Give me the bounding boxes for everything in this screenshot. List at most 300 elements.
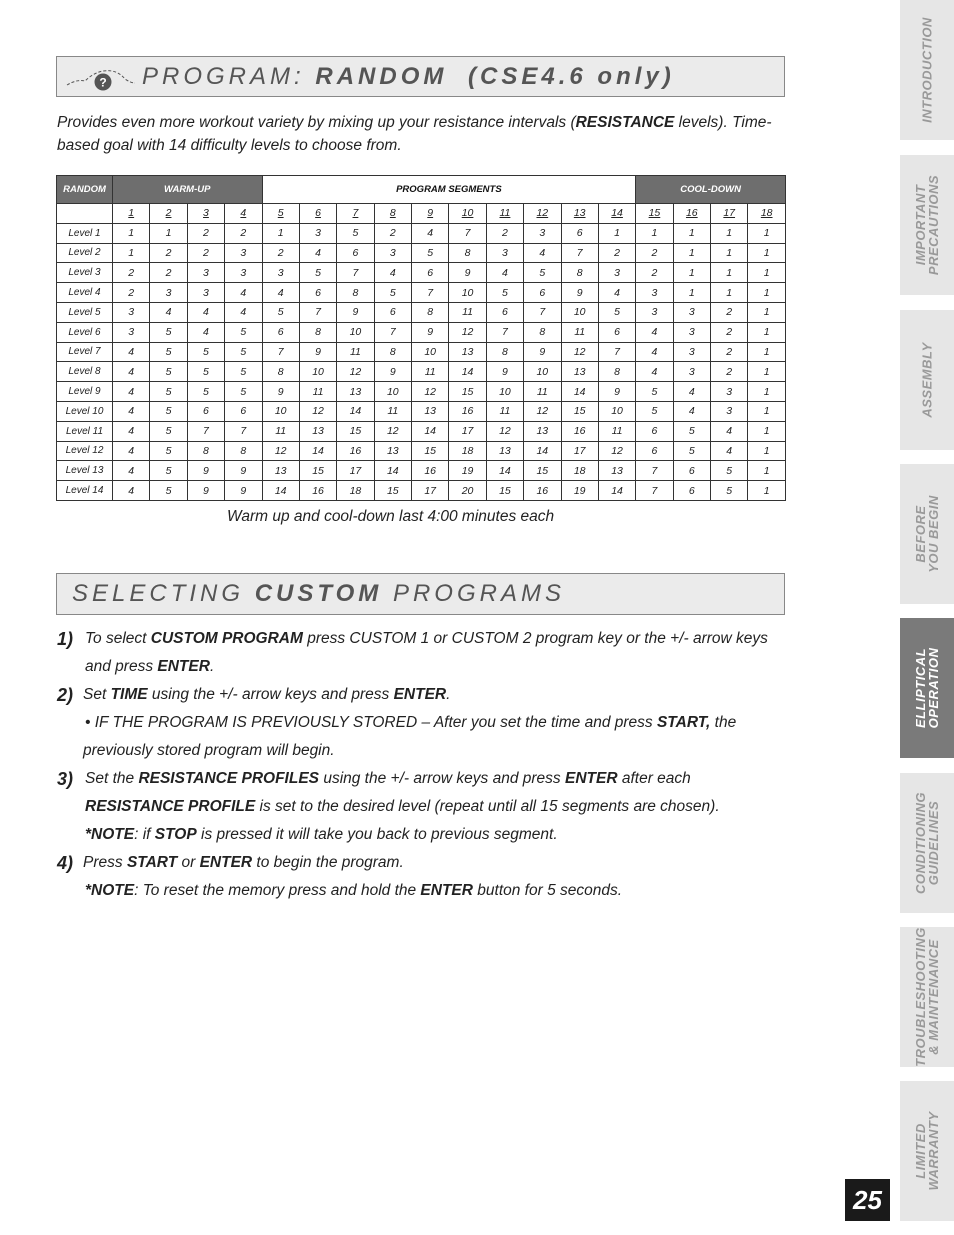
resistance-value: 5 bbox=[524, 263, 561, 283]
resistance-value: 4 bbox=[225, 283, 262, 303]
header-cooldown: COOL-DOWN bbox=[636, 176, 786, 204]
resistance-value: 4 bbox=[374, 263, 411, 283]
segment-number: 8 bbox=[374, 204, 411, 224]
resistance-value: 2 bbox=[374, 223, 411, 243]
section-title: SELECTING CUSTOM PROGRAMS bbox=[72, 580, 565, 607]
table-row bbox=[57, 481, 786, 501]
resistance-value: 4 bbox=[524, 243, 561, 263]
resistance-value: 10 bbox=[337, 322, 374, 342]
resistance-value: 15 bbox=[486, 481, 523, 501]
resistance-value: 4 bbox=[636, 322, 673, 342]
resistance-value: 6 bbox=[486, 302, 523, 322]
level-label: Level 8 bbox=[57, 362, 113, 382]
resistance-value: 4 bbox=[187, 322, 224, 342]
resistance-value: 1 bbox=[113, 243, 150, 263]
resistance-value: 3 bbox=[225, 243, 262, 263]
resistance-value: 1 bbox=[748, 401, 786, 421]
resistance-value: 4 bbox=[673, 401, 710, 421]
resistance-value: 13 bbox=[486, 441, 523, 461]
segment-number: 10 bbox=[449, 204, 486, 224]
resistance-value: 6 bbox=[337, 243, 374, 263]
resistance-value: 7 bbox=[449, 223, 486, 243]
resistance-value: 11 bbox=[337, 342, 374, 362]
resistance-value: 1 bbox=[748, 342, 786, 362]
resistance-value: 18 bbox=[449, 441, 486, 461]
resistance-value: 2 bbox=[187, 243, 224, 263]
resistance-value: 3 bbox=[524, 223, 561, 243]
resistance-value: 2 bbox=[150, 243, 187, 263]
level-label: Level 14 bbox=[57, 481, 113, 501]
segment-number: 13 bbox=[561, 204, 598, 224]
page-number: 25 bbox=[845, 1179, 890, 1221]
table-row bbox=[57, 461, 786, 481]
resistance-value: 8 bbox=[449, 243, 486, 263]
resistance-value: 17 bbox=[412, 481, 449, 501]
segment-number: 1 bbox=[113, 204, 150, 224]
resistance-value: 12 bbox=[412, 382, 449, 402]
resistance-value: 7 bbox=[225, 421, 262, 441]
resistance-value: 12 bbox=[449, 322, 486, 342]
resistance-value: 4 bbox=[150, 302, 187, 322]
resistance-value: 1 bbox=[748, 382, 786, 402]
resistance-value: 14 bbox=[486, 461, 523, 481]
resistance-value: 7 bbox=[598, 342, 635, 362]
resistance-value: 4 bbox=[113, 382, 150, 402]
tab-important-precautions[interactable]: IMPORTANT PRECAUTIONS bbox=[900, 155, 954, 295]
resistance-value: 4 bbox=[225, 302, 262, 322]
tab-before-you-begin[interactable]: BEFORE YOU BEGIN bbox=[900, 464, 954, 604]
segment-number: 7 bbox=[337, 204, 374, 224]
resistance-value: 1 bbox=[748, 263, 786, 283]
level-label: Level 9 bbox=[57, 382, 113, 402]
resistance-value: 11 bbox=[412, 362, 449, 382]
resistance-value: 9 bbox=[187, 461, 224, 481]
resistance-value: 19 bbox=[561, 481, 598, 501]
resistance-value: 6 bbox=[561, 223, 598, 243]
resistance-value: 3 bbox=[673, 362, 710, 382]
resistance-value: 1 bbox=[262, 223, 299, 243]
resistance-value: 10 bbox=[524, 362, 561, 382]
resistance-value: 4 bbox=[299, 243, 336, 263]
table-row bbox=[57, 441, 786, 461]
resistance-value: 7 bbox=[262, 342, 299, 362]
resistance-value: 13 bbox=[262, 461, 299, 481]
resistance-value: 7 bbox=[524, 302, 561, 322]
resistance-value: 1 bbox=[711, 283, 748, 303]
resistance-value: 2 bbox=[262, 243, 299, 263]
resistance-value: 15 bbox=[337, 421, 374, 441]
resistance-value: 12 bbox=[337, 362, 374, 382]
resistance-value: 4 bbox=[636, 362, 673, 382]
resistance-value: 16 bbox=[337, 441, 374, 461]
resistance-value: 16 bbox=[299, 481, 336, 501]
resistance-value: 6 bbox=[636, 441, 673, 461]
resistance-value: 10 bbox=[449, 283, 486, 303]
resistance-value: 10 bbox=[412, 342, 449, 362]
resistance-value: 3 bbox=[673, 302, 710, 322]
level-label: Level 13 bbox=[57, 461, 113, 481]
resistance-value: 10 bbox=[374, 382, 411, 402]
resistance-value: 6 bbox=[374, 302, 411, 322]
level-label: Level 7 bbox=[57, 342, 113, 362]
resistance-value: 9 bbox=[299, 342, 336, 362]
resistance-value: 11 bbox=[299, 382, 336, 402]
resistance-value: 9 bbox=[374, 362, 411, 382]
resistance-value: 17 bbox=[449, 421, 486, 441]
resistance-value: 3 bbox=[187, 283, 224, 303]
resistance-value: 4 bbox=[113, 421, 150, 441]
resistance-value: 5 bbox=[374, 283, 411, 303]
resistance-value: 11 bbox=[262, 421, 299, 441]
resistance-value: 4 bbox=[711, 441, 748, 461]
resistance-value: 10 bbox=[561, 302, 598, 322]
table-row bbox=[57, 283, 786, 303]
resistance-value: 5 bbox=[673, 441, 710, 461]
resistance-value: 6 bbox=[636, 421, 673, 441]
resistance-value: 1 bbox=[748, 283, 786, 303]
resistance-value: 2 bbox=[711, 362, 748, 382]
segment-number: 11 bbox=[486, 204, 523, 224]
table-row bbox=[57, 362, 786, 382]
level-label: Level 2 bbox=[57, 243, 113, 263]
resistance-value: 6 bbox=[225, 401, 262, 421]
resistance-value: 13 bbox=[337, 382, 374, 402]
resistance-value: 14 bbox=[412, 421, 449, 441]
resistance-value: 1 bbox=[673, 263, 710, 283]
resistance-value: 4 bbox=[187, 302, 224, 322]
resistance-value: 1 bbox=[748, 441, 786, 461]
resistance-value: 9 bbox=[225, 481, 262, 501]
resistance-value: 7 bbox=[187, 421, 224, 441]
resistance-value: 6 bbox=[524, 283, 561, 303]
resistance-value: 8 bbox=[299, 322, 336, 342]
resistance-value: 17 bbox=[561, 441, 598, 461]
resistance-value: 4 bbox=[113, 441, 150, 461]
resistance-value: 4 bbox=[113, 481, 150, 501]
resistance-value: 1 bbox=[636, 223, 673, 243]
resistance-value: 5 bbox=[225, 362, 262, 382]
resistance-value: 16 bbox=[412, 461, 449, 481]
segment-number: 16 bbox=[673, 204, 710, 224]
resistance-value: 2 bbox=[113, 283, 150, 303]
resistance-value: 3 bbox=[486, 243, 523, 263]
resistance-value: 17 bbox=[337, 461, 374, 481]
resistance-value: 3 bbox=[711, 382, 748, 402]
resistance-value: 4 bbox=[486, 263, 523, 283]
resistance-value: 16 bbox=[561, 421, 598, 441]
resistance-value: 6 bbox=[187, 401, 224, 421]
resistance-value: 8 bbox=[262, 362, 299, 382]
resistance-value: 3 bbox=[636, 302, 673, 322]
segment-number: 17 bbox=[711, 204, 748, 224]
resistance-value: 11 bbox=[561, 322, 598, 342]
resistance-value: 9 bbox=[262, 382, 299, 402]
resistance-value: 5 bbox=[486, 283, 523, 303]
resistance-value: 12 bbox=[374, 421, 411, 441]
resistance-value: 5 bbox=[187, 382, 224, 402]
resistance-value: 2 bbox=[113, 263, 150, 283]
resistance-value: 5 bbox=[150, 322, 187, 342]
resistance-value: 3 bbox=[225, 263, 262, 283]
table-row bbox=[57, 322, 786, 342]
resistance-value: 1 bbox=[113, 223, 150, 243]
resistance-value: 2 bbox=[711, 342, 748, 362]
step-1: 1) To select CUSTOM PROGRAM press CUSTOM 1 or CUSTOM 2 program key or the +/- arrow keys and press ENTER. bbox=[57, 629, 768, 675]
resistance-value: 6 bbox=[262, 322, 299, 342]
resistance-value: 5 bbox=[711, 461, 748, 481]
resistance-value: 3 bbox=[711, 401, 748, 421]
tab-elliptical-operation[interactable]: ELLIPTICAL OPERATION bbox=[900, 618, 954, 758]
level-label: Level 10 bbox=[57, 401, 113, 421]
segment-number: 9 bbox=[412, 204, 449, 224]
resistance-value: 7 bbox=[636, 481, 673, 501]
resistance-value: 14 bbox=[561, 382, 598, 402]
table-row bbox=[57, 421, 786, 441]
resistance-value: 5 bbox=[673, 421, 710, 441]
table-caption: Warm up and cool-down last 4:00 minutes each bbox=[227, 508, 555, 525]
resistance-value: 13 bbox=[299, 421, 336, 441]
page-title: PROGRAM: RANDOM (CSE4.6 only) bbox=[142, 63, 675, 90]
resistance-value: 13 bbox=[598, 461, 635, 481]
level-label: Level 12 bbox=[57, 441, 113, 461]
resistance-value: 1 bbox=[748, 223, 786, 243]
resistance-value: 9 bbox=[561, 283, 598, 303]
resistance-value: 15 bbox=[374, 481, 411, 501]
tab-assembly[interactable]: ASSEMBLY bbox=[900, 310, 954, 450]
resistance-value: 3 bbox=[598, 263, 635, 283]
resistance-value: 9 bbox=[187, 481, 224, 501]
resistance-value: 9 bbox=[225, 461, 262, 481]
resistance-value: 11 bbox=[486, 401, 523, 421]
table-row bbox=[57, 263, 786, 283]
resistance-value: 4 bbox=[113, 342, 150, 362]
resistance-value: 12 bbox=[524, 401, 561, 421]
resistance-value: 3 bbox=[673, 322, 710, 342]
resistance-value: 14 bbox=[524, 441, 561, 461]
resistance-value: 4 bbox=[113, 461, 150, 481]
resistance-value: 10 bbox=[598, 401, 635, 421]
resistance-value: 1 bbox=[748, 322, 786, 342]
resistance-value: 16 bbox=[449, 401, 486, 421]
resistance-value: 8 bbox=[374, 342, 411, 362]
resistance-value: 2 bbox=[636, 243, 673, 263]
resistance-value: 19 bbox=[449, 461, 486, 481]
resistance-value: 9 bbox=[337, 302, 374, 322]
table-header-row bbox=[57, 176, 786, 204]
resistance-value: 3 bbox=[374, 243, 411, 263]
resistance-value: 5 bbox=[337, 223, 374, 243]
blank-cell bbox=[57, 204, 113, 224]
resistance-value: 18 bbox=[561, 461, 598, 481]
resistance-value: 1 bbox=[748, 362, 786, 382]
resistance-value: 8 bbox=[486, 342, 523, 362]
resistance-value: 3 bbox=[150, 283, 187, 303]
resistance-value: 8 bbox=[598, 362, 635, 382]
resistance-value: 5 bbox=[711, 481, 748, 501]
resistance-value: 4 bbox=[598, 283, 635, 303]
resistance-value: 6 bbox=[598, 322, 635, 342]
resistance-value: 3 bbox=[262, 263, 299, 283]
question-circle-icon bbox=[65, 63, 137, 91]
resistance-value: 2 bbox=[711, 322, 748, 342]
segment-number: 15 bbox=[636, 204, 673, 224]
tab-conditioning-guidelines[interactable]: CONDITIONING GUIDELINES bbox=[900, 773, 954, 913]
resistance-value: 14 bbox=[374, 461, 411, 481]
resistance-value: 14 bbox=[598, 481, 635, 501]
resistance-value: 11 bbox=[449, 302, 486, 322]
resistance-value: 5 bbox=[299, 263, 336, 283]
resistance-value: 15 bbox=[412, 441, 449, 461]
table-row bbox=[57, 401, 786, 421]
resistance-value: 2 bbox=[150, 263, 187, 283]
resistance-value: 18 bbox=[337, 481, 374, 501]
resistance-value: 5 bbox=[187, 362, 224, 382]
resistance-value: 7 bbox=[636, 461, 673, 481]
resistance-value: 14 bbox=[299, 441, 336, 461]
resistance-value: 1 bbox=[673, 223, 710, 243]
resistance-value: 8 bbox=[187, 441, 224, 461]
resistance-value: 7 bbox=[486, 322, 523, 342]
segment-number: 5 bbox=[262, 204, 299, 224]
custom-steps bbox=[57, 625, 787, 905]
header-random: RANDOM bbox=[57, 176, 113, 204]
resistance-value: 1 bbox=[711, 263, 748, 283]
resistance-value: 8 bbox=[561, 263, 598, 283]
resistance-value: 4 bbox=[673, 382, 710, 402]
resistance-value: 2 bbox=[187, 223, 224, 243]
resistance-value: 13 bbox=[449, 342, 486, 362]
resistance-value: 9 bbox=[598, 382, 635, 402]
resistance-value: 4 bbox=[113, 362, 150, 382]
resistance-value: 5 bbox=[262, 302, 299, 322]
resistance-value: 6 bbox=[299, 283, 336, 303]
resistance-value: 2 bbox=[598, 243, 635, 263]
segment-number-row bbox=[57, 204, 786, 224]
resistance-value: 5 bbox=[150, 362, 187, 382]
resistance-value: 12 bbox=[299, 401, 336, 421]
resistance-value: 9 bbox=[524, 342, 561, 362]
resistance-value: 10 bbox=[299, 362, 336, 382]
resistance-value: 6 bbox=[673, 481, 710, 501]
level-label: Level 1 bbox=[57, 223, 113, 243]
table-row bbox=[57, 223, 786, 243]
resistance-value: 7 bbox=[299, 302, 336, 322]
resistance-value: 3 bbox=[299, 223, 336, 243]
resistance-value: 10 bbox=[486, 382, 523, 402]
level-label: Level 3 bbox=[57, 263, 113, 283]
resistance-value: 11 bbox=[374, 401, 411, 421]
resistance-value: 5 bbox=[412, 243, 449, 263]
resistance-value: 1 bbox=[150, 223, 187, 243]
resistance-value: 3 bbox=[113, 322, 150, 342]
resistance-value: 14 bbox=[262, 481, 299, 501]
resistance-value: 5 bbox=[225, 342, 262, 362]
header-program-segments: PROGRAM SEGMENTS bbox=[262, 176, 636, 204]
resistance-value: 7 bbox=[374, 322, 411, 342]
resistance-value: 1 bbox=[711, 223, 748, 243]
resistance-value: 7 bbox=[412, 283, 449, 303]
resistance-value: 1 bbox=[673, 283, 710, 303]
tab-introduction[interactable]: INTRODUCTION bbox=[900, 0, 954, 140]
resistance-value: 9 bbox=[449, 263, 486, 283]
resistance-value: 8 bbox=[412, 302, 449, 322]
step-4: 4) Press START or ENTER to begin the program. *NOTE: To reset the memory press and hold the ENTER button for 5 seconds. bbox=[57, 853, 623, 899]
table-row bbox=[57, 382, 786, 402]
resistance-value: 9 bbox=[412, 322, 449, 342]
intro-paragraph: Provides even more workout variety by mixing up your resistance intervals (RESISTANCE levels). Time-based goal with 14 difficulty levels to choose from. bbox=[57, 114, 772, 154]
tab-troubleshooting-maintenance[interactable]: TROUBLESHOOTING & MAINTENANCE bbox=[900, 927, 954, 1067]
resistance-value: 4 bbox=[113, 401, 150, 421]
resistance-value: 6 bbox=[412, 263, 449, 283]
resistance-value: 3 bbox=[113, 302, 150, 322]
resistance-value: 1 bbox=[673, 243, 710, 263]
level-label: Level 5 bbox=[57, 302, 113, 322]
resistance-value: 5 bbox=[636, 382, 673, 402]
resistance-value: 14 bbox=[449, 362, 486, 382]
resistance-value: 14 bbox=[337, 401, 374, 421]
resistance-value: 5 bbox=[225, 322, 262, 342]
resistance-value: 13 bbox=[374, 441, 411, 461]
segment-number: 2 bbox=[150, 204, 187, 224]
resistance-value: 5 bbox=[150, 441, 187, 461]
resistance-value: 5 bbox=[187, 342, 224, 362]
resistance-value: 9 bbox=[486, 362, 523, 382]
table-row bbox=[57, 243, 786, 263]
resistance-value: 4 bbox=[412, 223, 449, 243]
program-random-header bbox=[56, 56, 785, 97]
resistance-value: 3 bbox=[636, 283, 673, 303]
resistance-value: 5 bbox=[150, 342, 187, 362]
level-label: Level 4 bbox=[57, 283, 113, 303]
resistance-value: 13 bbox=[412, 401, 449, 421]
resistance-value: 2 bbox=[486, 223, 523, 243]
resistance-value: 13 bbox=[561, 362, 598, 382]
level-label: Level 11 bbox=[57, 421, 113, 441]
svg-text:?: ? bbox=[99, 75, 107, 90]
resistance-value: 1 bbox=[598, 223, 635, 243]
resistance-value: 12 bbox=[262, 441, 299, 461]
segment-number: 3 bbox=[187, 204, 224, 224]
resistance-value: 4 bbox=[262, 283, 299, 303]
resistance-value: 6 bbox=[673, 461, 710, 481]
table-row bbox=[57, 302, 786, 322]
resistance-value: 2 bbox=[225, 223, 262, 243]
table-row bbox=[57, 342, 786, 362]
resistance-value: 3 bbox=[673, 342, 710, 362]
resistance-value: 5 bbox=[636, 401, 673, 421]
resistance-value: 16 bbox=[524, 481, 561, 501]
resistance-value: 12 bbox=[598, 441, 635, 461]
resistance-value: 5 bbox=[150, 481, 187, 501]
resistance-value: 2 bbox=[636, 263, 673, 283]
resistance-value: 15 bbox=[561, 401, 598, 421]
resistance-value: 2 bbox=[711, 302, 748, 322]
resistance-value: 13 bbox=[524, 421, 561, 441]
resistance-value: 5 bbox=[150, 382, 187, 402]
tab-limited-warranty[interactable]: LIMITED WARRANTY bbox=[900, 1081, 954, 1221]
segment-number: 18 bbox=[748, 204, 786, 224]
resistance-value: 7 bbox=[561, 243, 598, 263]
resistance-value: 12 bbox=[486, 421, 523, 441]
resistance-value: 15 bbox=[299, 461, 336, 481]
resistance-value: 8 bbox=[225, 441, 262, 461]
resistance-value: 8 bbox=[524, 322, 561, 342]
resistance-value: 11 bbox=[598, 421, 635, 441]
resistance-value: 3 bbox=[187, 263, 224, 283]
segment-number: 6 bbox=[299, 204, 336, 224]
resistance-value: 5 bbox=[225, 382, 262, 402]
resistance-value: 5 bbox=[598, 302, 635, 322]
